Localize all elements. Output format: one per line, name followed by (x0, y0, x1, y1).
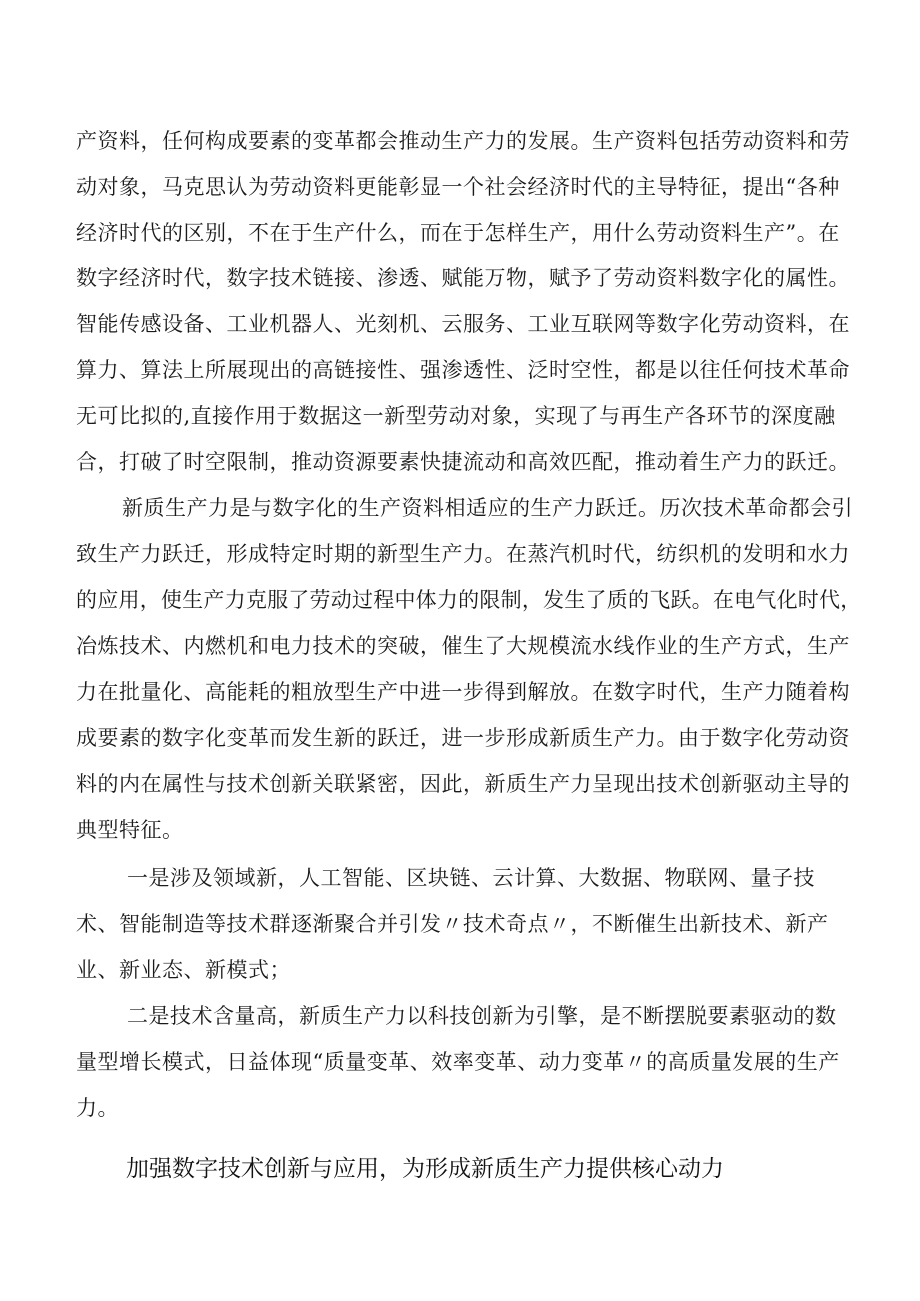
paragraph-2-line-4: 冶炼技术、内燃机和电力技术的突破，催生了大规模流水线作业的生产方式，生产 (76, 634, 850, 658)
paragraph-3-line-1: 一是涉及领域新，人工智能、区块链、云计算、大数据、物联网、量子技 (127, 866, 815, 890)
paragraph-1-line-2: 动对象，马克思认为劳动资料更能彰显一个社会经济时代的主导特征，提出“各种 (76, 175, 840, 199)
paragraph-4-line-1: 二是技术含量高，新质生产力以科技创新为引擎，是不断摆脱要素驱动的数 (127, 1004, 837, 1028)
paragraph-3-line-2: 术、智能制造等技术群逐渐聚合并引发〃技术奇点〃，不断催生出新技术、新产 (76, 912, 829, 936)
paragraph-1-line-5: 智能传感设备、工业机器人、光刻机、云服务、工业互联网等数字化劳动资料，在 (76, 312, 850, 336)
paragraph-2-line-7: 料的内在属性与技术创新关联紧密，因此，新质生产力呈现出技术创新驱动主导的 (76, 772, 850, 796)
paragraph-4-line-2: 量型增长模式，日益体现“质量变革、效率变革、动力变革〃的高质量发展的生产 (76, 1050, 840, 1074)
paragraph-3-line-3: 业、新业态、新模式； (76, 958, 291, 982)
paragraph-2-line-3: 的应用，使生产力克服了劳动过程中体力的限制，发生了质的飞跃。在电气化时代， (76, 588, 862, 612)
paragraph-1-line-4: 数字经济时代，数字技术链接、渗透、赋能万物，赋予了劳动资料数字化的属性。 (76, 266, 850, 290)
paragraph-2-line-2: 致生产力跃迁，形成特定时期的新型生产力。在蒸汽机时代，纺织机的发明和水力 (76, 542, 850, 566)
paragraph-1-line-8: 合，打破了时空限制，推动资源要素快捷流动和高效匹配，推动着生产力的跃迁。 (76, 450, 850, 474)
paragraph-1-line-7: 无可比拟的,直接作用于数据这一新型劳动对象，实现了与再生产各环节的深度融 (76, 404, 836, 428)
paragraph-2-line-8: 典型特征。 (76, 818, 184, 842)
paragraph-1-line-3: 经济时代的区别，不在于生产什么，而在于怎样生产，用什么劳动资料生产”。在 (76, 221, 840, 245)
paragraph-2-line-6: 成要素的数字化变革而发生新的跃迁，进一步形成新质生产力。由于数字化劳动资 (76, 726, 850, 750)
section-heading: 加强数字技术创新与应用，为形成新质生产力提供核心动力 (126, 1156, 724, 1182)
paragraph-2-line-1: 新质生产力是与数字化的生产资料相适应的生产力跃迁。历次技术革命都会引 (122, 496, 853, 520)
paragraph-2-line-5: 力在批量化、高能耗的粗放型生产中进一步得到解放。在数字时代，生产力随着构 (76, 680, 850, 704)
paragraph-1-line-6: 算力、算法上所展现出的高链接性、强渗透性、泛时空性，都是以往任何技术革命 (76, 358, 850, 382)
paragraph-1-line-1: 产资料，任何构成要素的变革都会推动生产力的发展。生产资料包括劳动资料和劳 (76, 129, 850, 153)
paragraph-4-line-3: 力。 (76, 1096, 119, 1120)
